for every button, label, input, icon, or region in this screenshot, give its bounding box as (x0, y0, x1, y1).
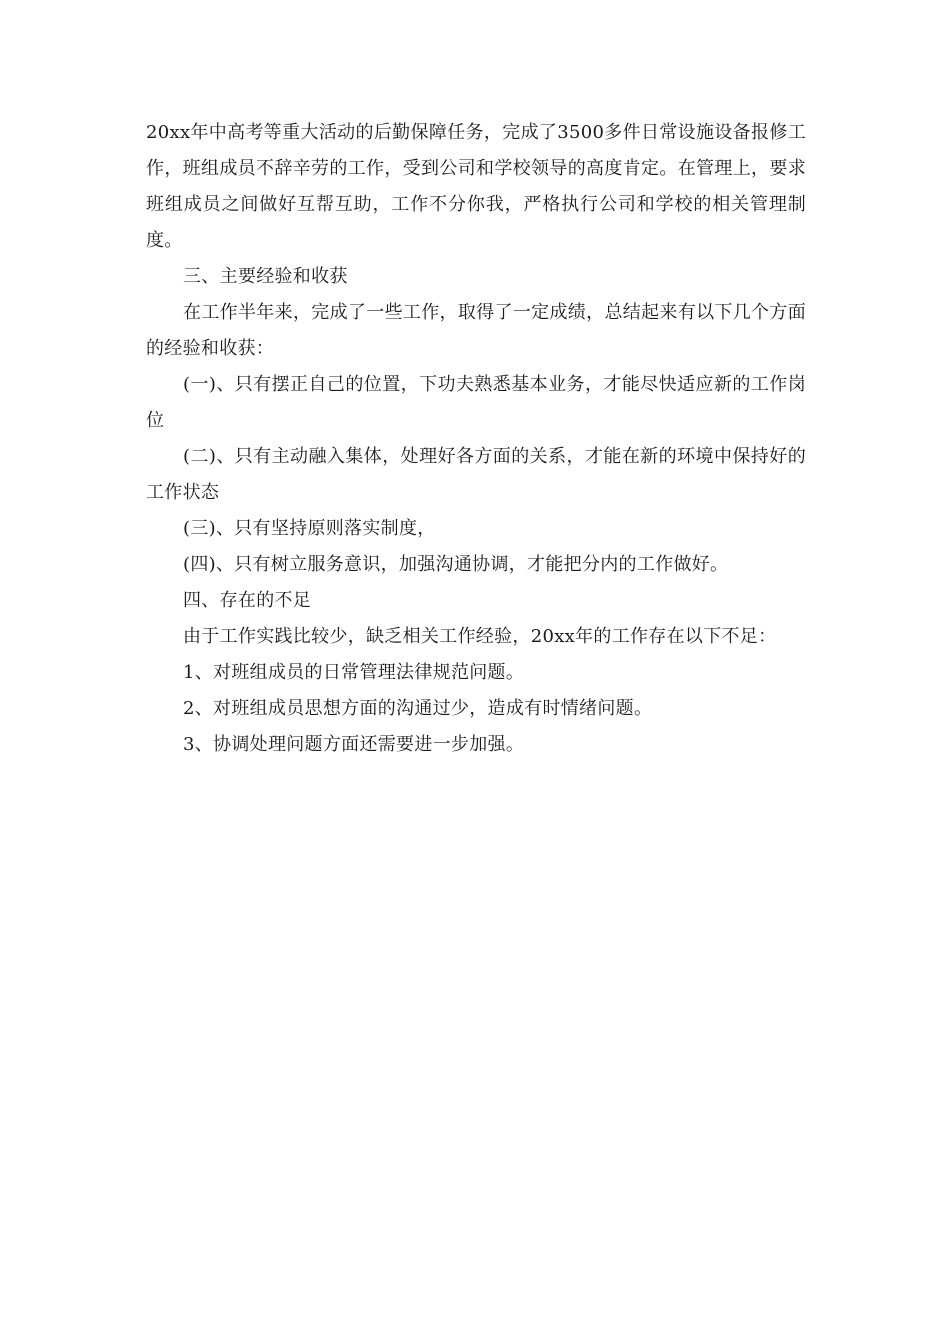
section-heading-shortcomings: 四、存在的不足 (183, 590, 312, 611)
list-item-experience-2: (二)、只有主动融入集体，处理好各方面的关系，才能在新的环境中保持好的工作状态 (146, 446, 806, 503)
document-body (146, 115, 806, 763)
list-item-experience-4: (四)、只有树立服务意识，加强沟通协调，才能把分内的工作做好。 (183, 554, 729, 575)
list-item-shortcoming-1: 1、对班组成员的日常管理法律规范问题。 (183, 662, 525, 683)
section-heading-experience: 三、主要经验和收获 (183, 266, 348, 287)
paragraph-continuation: 20xx年中高考等重大活动的后勤保障任务，完成了3500多件日常设施设备报修工作，班组成员不辞辛劳的工作，受到公司和学校领导的高度肯定。在管理上，要求班组成员之间做好互帮互助，工作不分你我，严格执行公司和学校的相关管理制度。 (146, 122, 806, 251)
list-item-shortcoming-2: 2、对班组成员思想方面的沟通过少，造成有时情绪问题。 (183, 698, 653, 719)
list-item-experience-1: (一)、只有摆正自己的位置，下功夫熟悉基本业务，才能尽快适应新的工作岗位 (146, 374, 806, 431)
list-item-shortcoming-3: 3、协调处理问题方面还需要进一步加强。 (183, 734, 525, 755)
paragraph-shortcomings-intro: 由于工作实践比较少，缺乏相关工作经验，20xx年的工作存在以下不足： (183, 626, 777, 647)
list-item-experience-3: (三)、只有坚持原则落实制度， (183, 518, 436, 539)
paragraph-experience-intro: 在工作半年来，完成了一些工作，取得了一定成绩，总结起来有以下几个方面的经验和收获： (146, 302, 806, 359)
